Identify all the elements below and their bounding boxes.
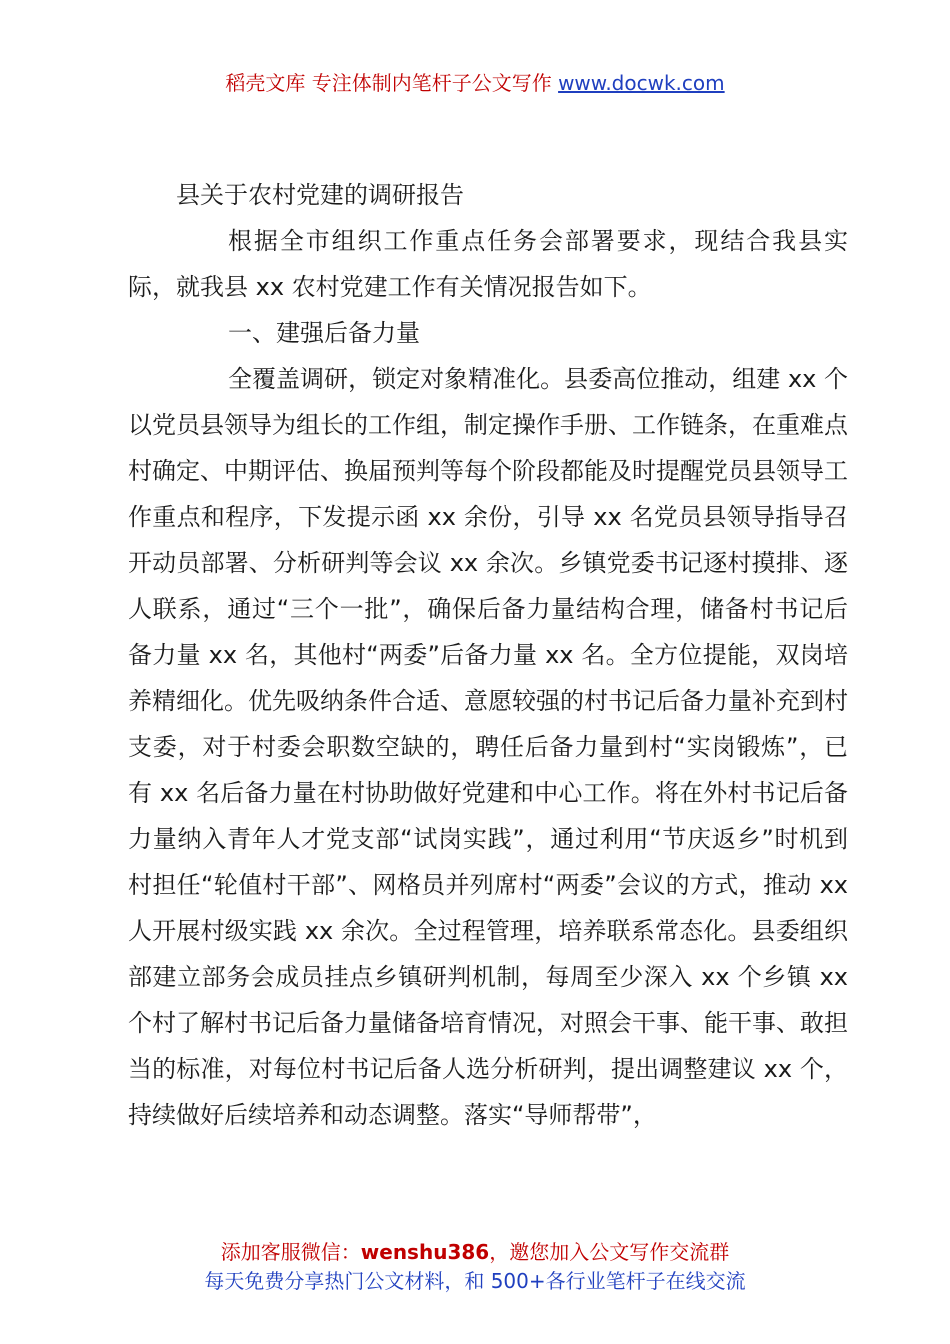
site-link[interactable]: www.docwk.com [558,71,725,95]
document-body [128,172,848,1138]
intro-paragraph: 根据全市组织工作重点任务会部署要求，现结合我县实际，就我县 xx 农村党建工作有关情况报告如下。 [128,227,848,301]
page-footer [0,1238,950,1296]
document-title: 县关于农村党建的调研报告 [176,181,464,209]
section-1-paragraph: 全覆盖调研，锁定对象精准化。县委高位推动，组建 xx 个以党员县领导为组长的工作组，制定操作手册、工作链条，在重难点村确定、中期评估、换届预判等每个阶段都能及时提醒党员县领导工作重点和程序，下发提示函 xx 余份，引导 xx 名党员县领导指导召开动员部署、分析研判等会议 xx 余次。乡镇党委书记逐村摸排、逐人联系，通过“三个一批”，确保后备力量结构合理，储备村书记后备力量 xx 名，其他村“两委”后备力量 xx 名。全方位提能，双岗培养精细化。优先吸纳条件合适、意愿较强的村书记后备力量补充到村支委，对于村委会职数空缺的，聘任后备力量到村“实岗锻炼”，已有 xx 名后备力量在村协助做好党建和中心工作。将在外村书记后备力量纳入青年人才党支部“试岗实践”，通过利用“节庆返乡”时机到村担任“轮值村干部”、网格员并列席村“两委”会议的方式，推动 xx 人开展村级实践 xx 余次。全过程管理，培养联系常态化。县委组织部建立部务会成员挂点乡镇研判机制，每周至少深入 xx 个乡镇 xx 个村了解村书记后备力量储备培育情况，对照会干事、能干事、敢担当的标准，对每位村书记后备人选分析研判，提出调整建议 xx 个，持续做好后续培养和动态调整。落实“导师帮带”， [128,365,848,1129]
footer-wechat-line [0,1238,950,1267]
brand-tagline: 稻壳文库 专注体制内笔杆子公文写作 [225,71,559,95]
wechat-id: wenshu386 [360,1240,490,1264]
footer-wechat-suffix: ，邀您加入公文写作交流群 [489,1240,730,1264]
section-heading-1: 一、建强后备力量 [228,319,420,347]
page-header [0,68,950,98]
footer-share-line: 每天免费分享热门公文材料，和 500+各行业笔杆子在线交流 [204,1269,746,1293]
footer-wechat-prefix: 添加客服微信： [220,1240,361,1264]
